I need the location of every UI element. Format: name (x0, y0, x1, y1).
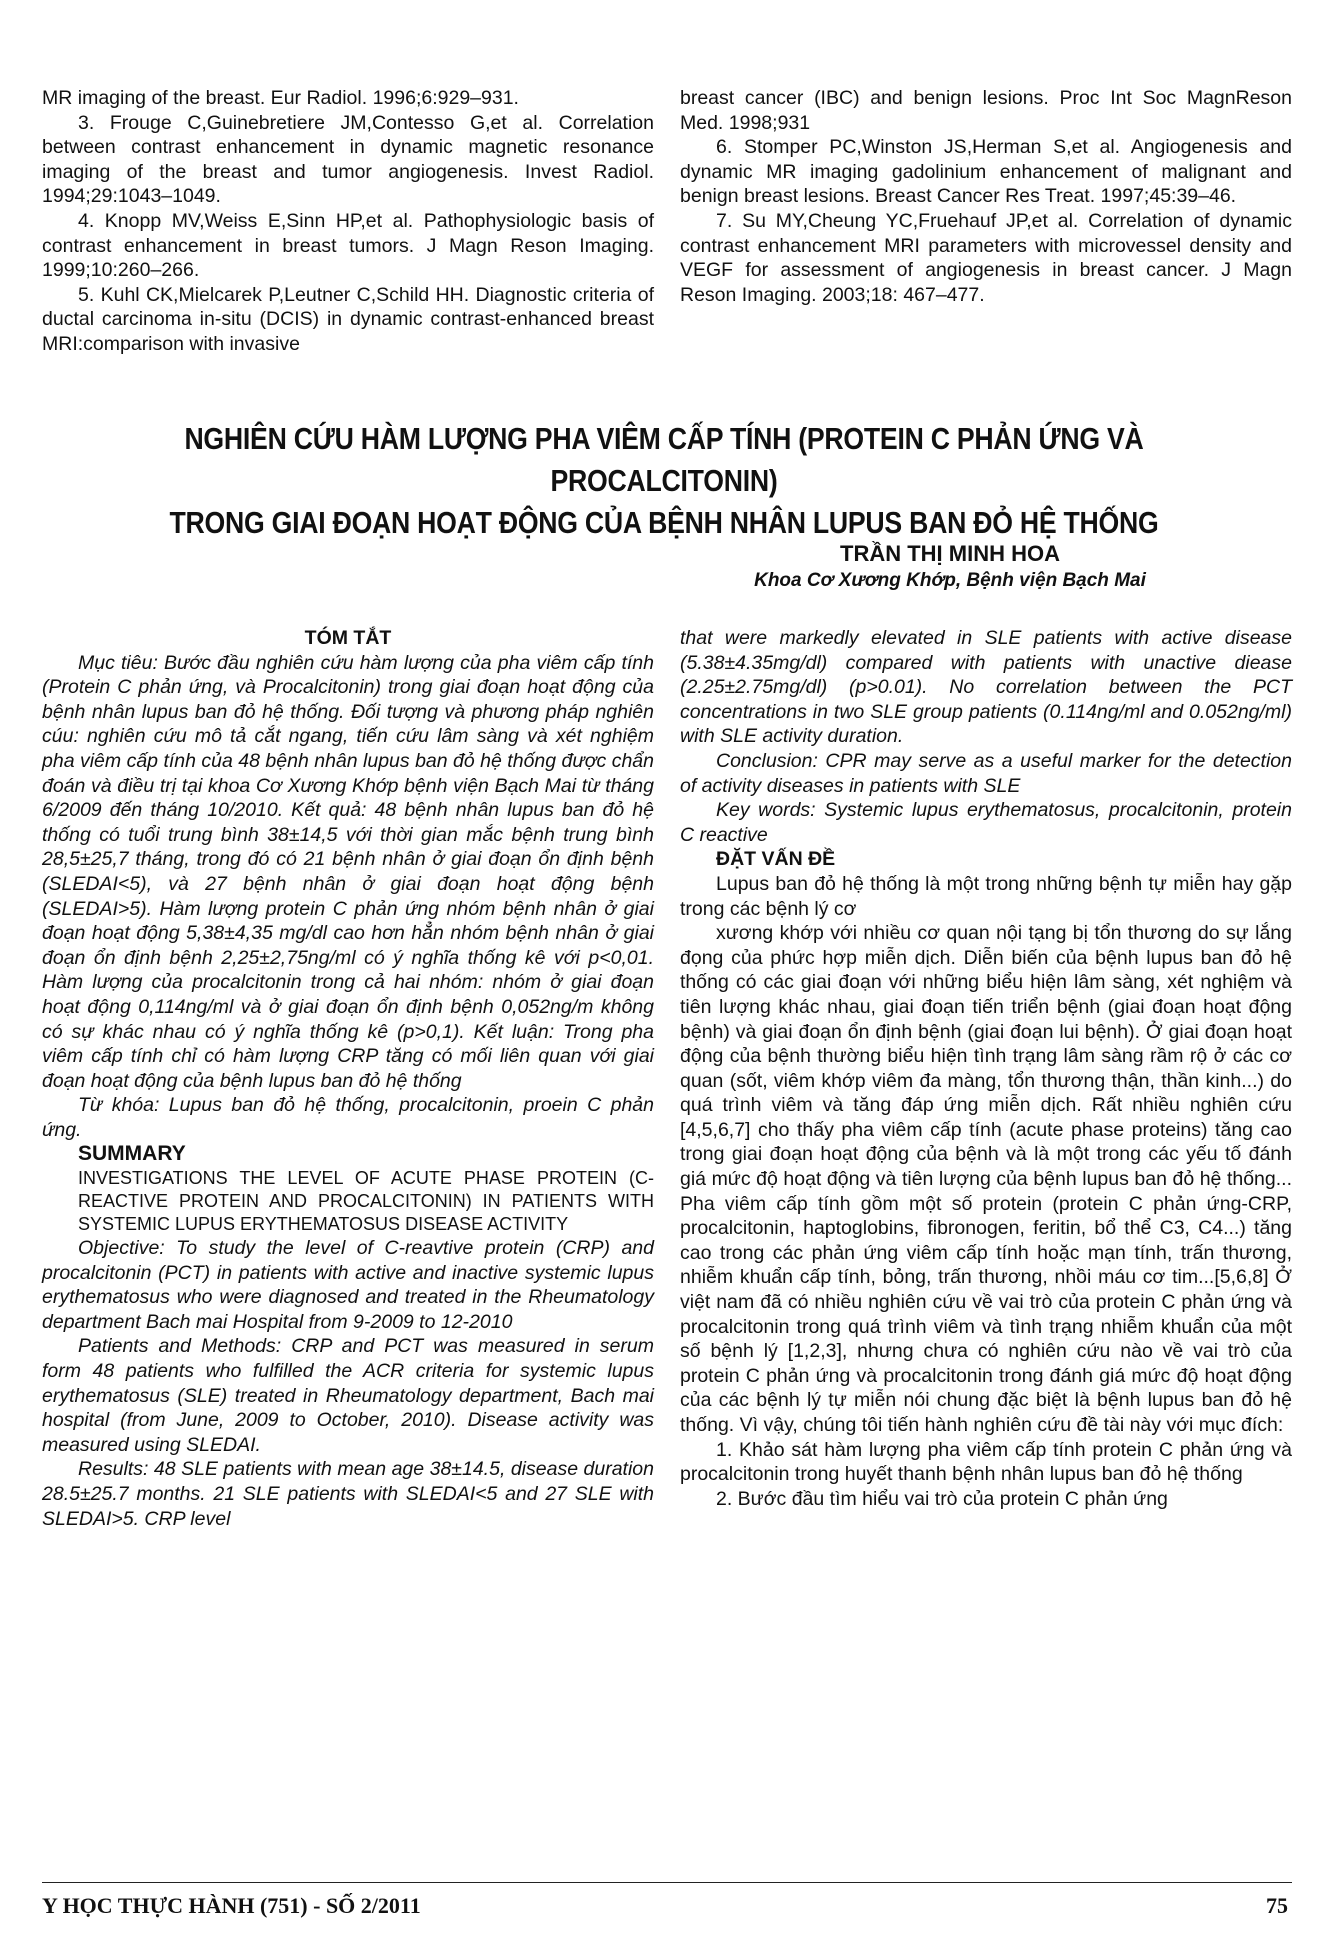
intro-list-item: 1. Khảo sát hàm lượng pha viêm cấp tính protein C phản ứng và procalcitonin trong huyết thanh bệnh nhân lupus ban đỏ hệ thống (680, 1438, 1292, 1486)
summary-heading: SUMMARY (78, 1142, 186, 1166)
reference-item: 4. Knopp MV,Weiss E,Sinn HP,et al. Pathophysiologic basis of contrast enhancement in breast tumors. J Magn Reson Imaging. 1999;10:260–266. (42, 209, 654, 282)
summary-keywords: Key words: Systemic lupus erythematosus, procalcitonin, protein C reactive (680, 799, 1292, 846)
references-right-column (680, 86, 1292, 307)
summary-conclusion: Conclusion: CPR may serve as a useful marker for the detection of activity diseases in patients with SLE (680, 749, 1292, 797)
body-right-column (680, 626, 1292, 1511)
abstract-vi-keywords: Từ khóa: Lupus ban đỏ hệ thống, procalcitonin, proein C phản ứng. (42, 1094, 654, 1141)
reference-item: 6. Stomper PC,Winston JS,Herman S,et al. Angiogenesis and dynamic MR imaging gadolinium enhancement of malignant and benign breast lesions. Breast Cancer Res Treat. 1997;45:39–46. (680, 136, 1292, 208)
author-block (690, 540, 1210, 594)
reference-item: breast cancer (IBC) and benign lesions. Proc Int Soc MagnReson Med. 1998;931 (680, 87, 1292, 134)
page-number: 75 (1266, 1893, 1288, 1918)
intro-paragraph: xương khớp với nhiều cơ quan nội tạng bị tổn thương do sự lắng đọng của phức hợp miễn dịch. Diễn biến của bệnh lupus ban đỏ hệ thống có các giai đoạn với những biểu hiện lâm sàng, xét nghiệm và tiên lượng khác nhau, giai đoạn tiến triển bệnh (giai đoạn hoạt động bệnh) và giai đoạn ổn định bệnh (giai đoạn lui bệnh). Ở giai đoạn hoạt động của bệnh thường biểu hiện tình trạng lâm sàng rầm rộ ở các cơ quan (sốt, viêm khớp viêm đa màng, tổn thương thận, thần kinh...) do quá trình viêm và tăng đáp ứng miễn dịch. Rất nhiều nghiên cứu [4,5,6,7] cho thấy pha viêm cấp tính (acute phase proteins) tăng cao trong giai đoạn hoạt động của bệnh và là một trong các yếu tố đánh giá mức độ hoạt động và tiên lượng của bệnh lupus ban đỏ hệ thống... Pha viêm cấp tính gồm một số protein (protein C phản ứng-CRP, procalcitonin, haptoglobins, fibronogen, feritin, bổ thể C3, C4...) tăng cao trong các phản ứng viêm cấp tính hoặc mạn tính, trấn thương, nhiễm khuẩn cấp tính, bỏng, trấn thương, nhồi máu cơ tim...[5,6,8] Ở việt nam đã có nhiều nghiên cứu về vai trò của protein C phản ứng và procalcitonin trong quá trình viêm và tình trạng nhiễm khuẩn của một số bệnh lý [1,2,3], nhưng chưa có nghiên cứu nào về vai trò của protein C phản ứng và procalcitonin trong đánh giá mức độ hoạt động của các bệnh lý tự miễn nói chung đặc biệt là bệnh lupus ban đỏ hệ thống. Vì vậy, chúng tôi tiến hành nghiên cứu đề tài này với mục đích: (680, 922, 1292, 1436)
footer-rule (42, 1882, 1292, 1883)
author-affiliation: Khoa Cơ Xương Khớp, Bệnh viện Bạch Mai (754, 570, 1146, 591)
author-name: TRẦN THỊ MINH HOA (840, 541, 1060, 566)
summary-results-continued: that were markedly elevated in SLE patients with active disease (5.38±4.35mg/dl) compared with patients with unactive diease (2.25±2.75mg/dl) (p>0.01). No correlation between the PCT concentrations in two SLE group patients (0.114ng/ml and 0.052ng/ml) with SLE activity duration. (680, 627, 1292, 748)
article-title-line-1: NGHIÊN CỨU HÀM LƯỢNG PHA VIÊM CẤP TÍNH (PROTEIN C PHẢN ỨNG VÀ PROCALCITONIN) (184, 421, 1144, 498)
reference-item: MR imaging of the breast. Eur Radiol. 1996;6:929–931. (42, 87, 519, 109)
intro-paragraph: Lupus ban đỏ hệ thống là một trong những bệnh tự miễn hay gặp trong các bệnh lý cơ (680, 872, 1292, 920)
reference-item: 3. Frouge C,Guinebretiere JM,Contesso G,et al. Correlation between contrast enhancement in dynamic magnetic resonance imaging of the breast and tumor angiogenesis. Invest Radiol. 1994;29:1043–1049. (42, 111, 654, 208)
abstract-vi-body: Mục tiêu: Bước đầu nghiên cứu hàm lượng của pha viêm cấp tính (Protein C phản ứng, và Procalcitonin) trong giai đoạn hoạt động của bệnh nhân lupus ban đỏ hệ thống. Đối tượng và phương pháp nghiên cúu: nghiên cứu mô tả cắt ngang, tiến cứu lâm sàng và xét nghiệm pha viêm cấp tính của 48 bệnh nhân lupus ban đỏ hệ thống được chẩn đoán và điều trị tại khoa Cơ Xương Khớp bệnh viện Bạch Mai từ tháng 6/2009 đến tháng 10/2010. Kết quả: 48 bệnh nhân lupus ban đỏ hệ thống có tuổi trung bình 38±14,5 với thời gian mắc bệnh trung bình 28,5±25,7 tháng, trong đó có 21 bệnh nhân ở giai đoạn ổn định bệnh (SLEDAI<5), và 27 bệnh nhân ở giai đoạn hoạt động bệnh (SLEDAI>5). Hàm lượng protein C phản ứng nhóm bệnh nhân ở giai đoạn hoạt động 5,38±4,35 mg/dl cao hơn hẳn nhóm bệnh nhân ở giai đoạn ổn định bệnh 2,25±2,75ng/ml có ý nghĩa thống kê với p<0,01. Hàm lượng của procalcitonin trong cả hai nhóm: nhóm ở giai đoạn hoạt động 0,114ng/ml và ở giai đoạn ổn định bệnh 0,052ng/m không có sự khác nhau có ý nghĩa thống kê (p>0,1). Kết luận: Trong pha viêm cấp tính chỉ có hàm lượng CRP tăng có mối liên quan với giai đoạn hoạt động của bệnh lupus ban đỏ hệ thống (42, 651, 654, 1092)
summary-methods: Patients and Methods: CRP and PCT was measured in serum form 48 patients who fulfilled the ACR criteria for systemic lupus erythematosus (SLE) treated in Rheumatology department, Bach mai hospital (from June, 2009 to October, 2010). Disease activity was measured using SLEDAI. (42, 1335, 654, 1456)
summary-results: Results: 48 SLE patients with mean age 38±14.5, disease duration 28.5±25.7 months. 21 SLE patients with SLEDAI<5 and 27 SLE with SLEDAI>5. CRP level (42, 1458, 654, 1530)
article-title-line-2: TRONG GIAI ĐOẠN HOẠT ĐỘNG CỦA BỆNH NHÂN LUPUS BAN ĐỎ HỆ THỐNG (169, 505, 1159, 540)
reference-item: 5. Kuhl CK,Mielcarek P,Leutner C,Schild HH. Diagnostic criteria of ductal carcinoma in-situ (DCIS) in dynamic contrast-enhanced breast MRI:comparison with invasive (42, 283, 654, 355)
intro-list-item: 2. Bước đầu tìm hiểu vai trò của protein C phản ứng (716, 1487, 1168, 1510)
journal-footer: Y HỌC THỰC HÀNH (751) - SỐ 2/2011 (42, 1893, 421, 1918)
body-left-column (42, 626, 654, 1531)
abstract-vi-heading: TÓM TẮT (304, 627, 392, 649)
summary-objective: Objective: To study the level of C-reavtive protein (CRP) and procalcitonin (PCT) in patients with active and inactive systemic lupus erythematosus who were diagnosed and treated in the Rheumatology department Bach mai Hospital from 9-2009 to 12-2010 (42, 1237, 654, 1333)
summary-title: INVESTIGATIONS THE LEVEL OF ACUTE PHASE PROTEIN (C-REACTIVE PROTEIN AND PROCALCITONIN) IN PATIENTS WITH SYSTEMIC LUPUS ERYTHEMATOSUS DISEASE ACTIVITY (78, 1168, 654, 1235)
intro-heading: ĐẶT VẤN ĐỀ (716, 848, 836, 871)
article-title (127, 418, 1200, 544)
reference-item: 7. Su MY,Cheung YC,Fruehauf JP,et al. Correlation of dynamic contrast enhancement MRI parameters with microvessel density and VEGF for assessment of angiogenesis in breast cancer. J Magn Reson Imaging. 2003;18: 467–477. (680, 209, 1292, 306)
references-left-column (42, 86, 654, 357)
